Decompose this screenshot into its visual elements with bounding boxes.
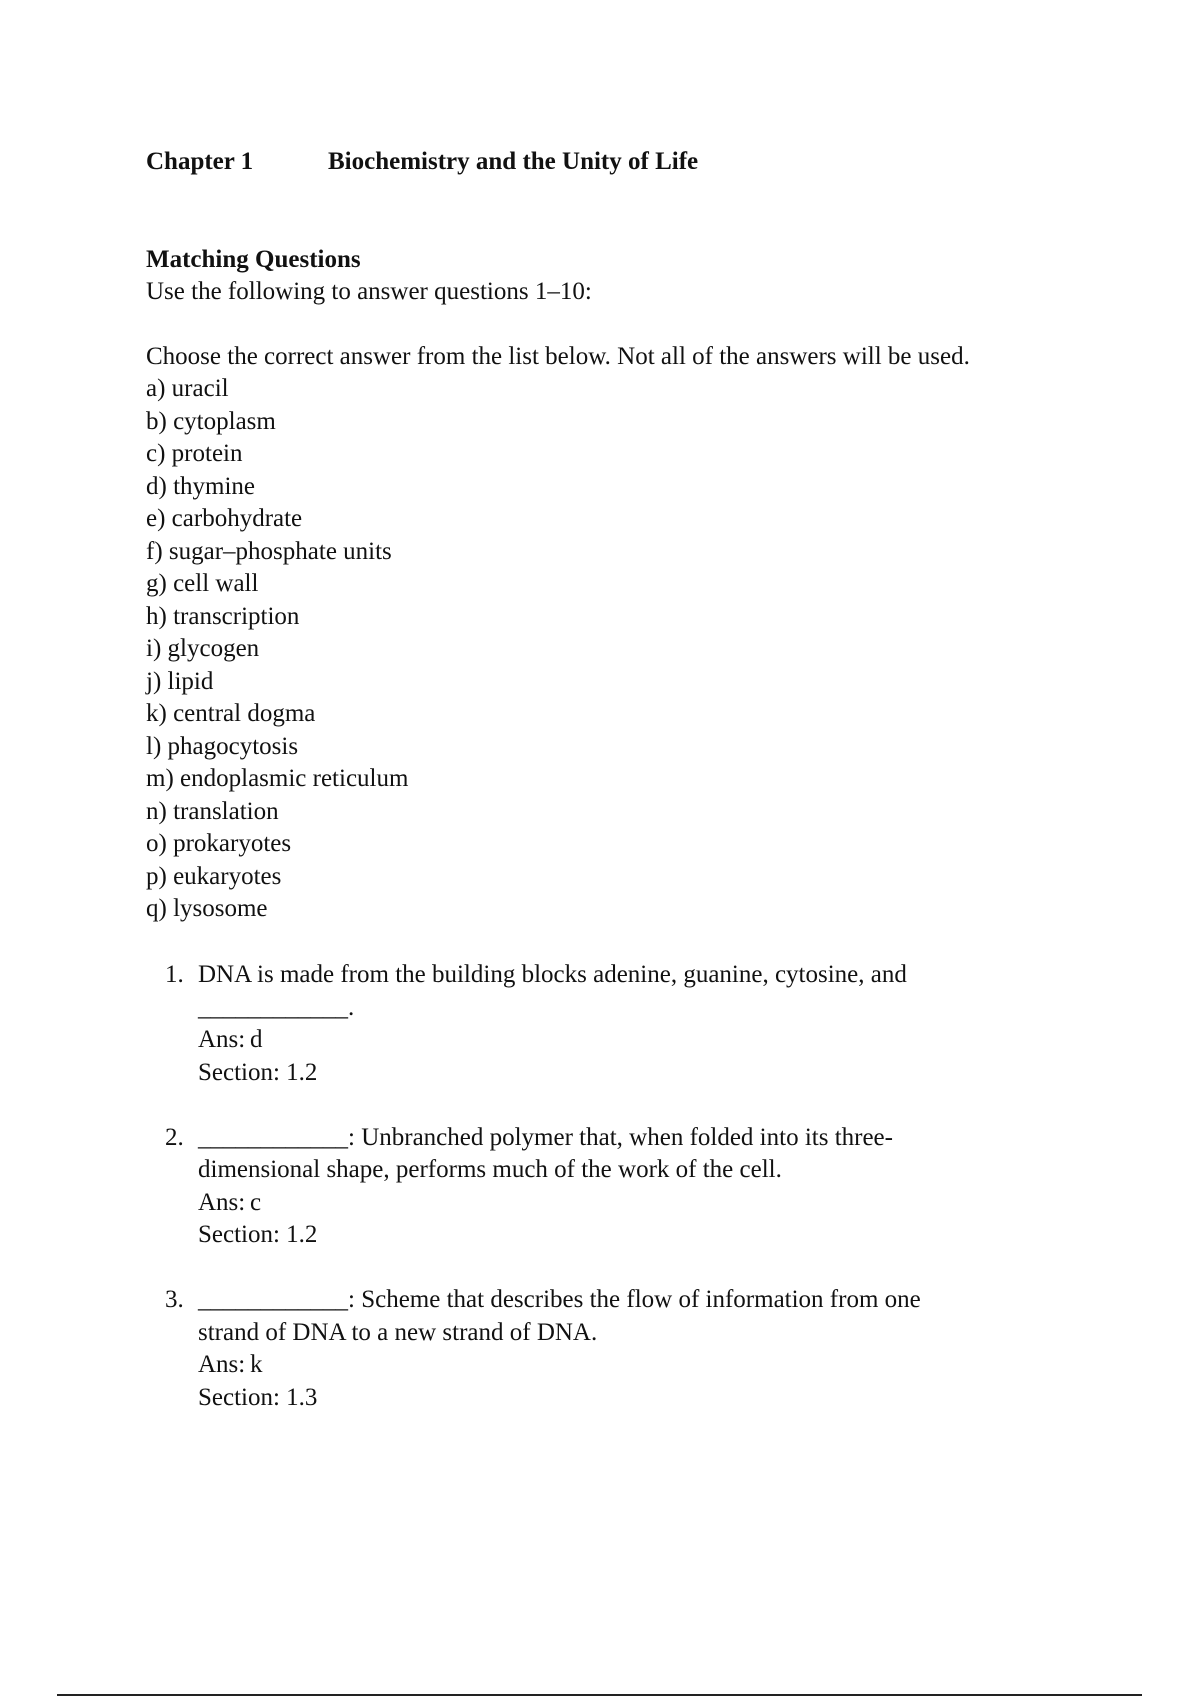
chapter-title bbox=[146, 146, 698, 179]
choice-item: m) endoplasmic reticulum bbox=[146, 765, 409, 792]
choice-item: i) glycogen bbox=[146, 635, 260, 662]
question-number: 2. bbox=[165, 1123, 184, 1151]
question-text: ____________: Unbranched polymer that, when folded into its three-dimensional shape, performs much of the work of the cell. bbox=[198, 1123, 893, 1183]
choice-item: q) lysosome bbox=[146, 895, 268, 922]
answer bbox=[198, 1349, 1146, 1382]
question-3 bbox=[146, 1284, 1146, 1414]
questions-list bbox=[146, 959, 1146, 1447]
answer bbox=[198, 1024, 1146, 1057]
choice-item: e) carbohydrate bbox=[146, 505, 303, 532]
question-1 bbox=[146, 959, 1146, 1089]
choice-item: k) central dogma bbox=[146, 700, 316, 727]
answer-value: c bbox=[250, 1188, 262, 1216]
choice-item: o) prokaryotes bbox=[146, 830, 292, 857]
chapter-name: Biochemistry and the Unity of Life bbox=[328, 148, 699, 175]
question-text: ____________: Scheme that describes the flow of information from one strand of DNA to a new strand of DNA. bbox=[198, 1286, 921, 1346]
choice-item: f) sugar–phosphate units bbox=[146, 537, 392, 565]
choice-item: l) phagocytosis bbox=[146, 732, 299, 760]
answer-label: Ans: bbox=[198, 1351, 246, 1378]
answer bbox=[198, 1187, 1146, 1220]
choice-item: d) thymine bbox=[146, 472, 256, 500]
answer-value: k bbox=[250, 1351, 263, 1378]
choice-item: b) cytoplasm bbox=[146, 407, 276, 435]
instruction-text: Choose the correct answer from the list below. Not all of the answers will be used. bbox=[146, 343, 970, 370]
answer-value: d bbox=[250, 1026, 263, 1053]
answer-choices bbox=[146, 373, 408, 926]
choice-item: h) transcription bbox=[146, 602, 300, 630]
choice-item: g) cell wall bbox=[146, 570, 259, 597]
section-heading: Matching Questions bbox=[146, 246, 361, 273]
choice-item: c) protein bbox=[146, 440, 243, 467]
question-2 bbox=[146, 1122, 1146, 1252]
question-number: 3. bbox=[165, 1286, 184, 1313]
choice-item: p) eukaryotes bbox=[146, 862, 282, 890]
choice-item: a) uracil bbox=[146, 375, 229, 402]
section-ref: Section: 1.2 bbox=[198, 1221, 318, 1248]
chapter-number: Chapter 1 bbox=[146, 148, 254, 175]
answer-label: Ans: bbox=[198, 1188, 246, 1216]
choice-item: n) translation bbox=[146, 797, 279, 825]
footer-rule bbox=[57, 1694, 1142, 1696]
section-ref: Section: 1.2 bbox=[198, 1058, 318, 1086]
section-ref: Section: 1.3 bbox=[198, 1383, 318, 1411]
question-number: 1. bbox=[165, 961, 184, 988]
answer-label: Ans: bbox=[198, 1026, 246, 1053]
section-intro: Use the following to answer questions 1–10: bbox=[146, 278, 592, 305]
question-text: DNA is made from the building blocks adenine, guanine, cytosine, and ____________. bbox=[198, 961, 907, 1021]
choice-item: j) lipid bbox=[146, 667, 214, 695]
